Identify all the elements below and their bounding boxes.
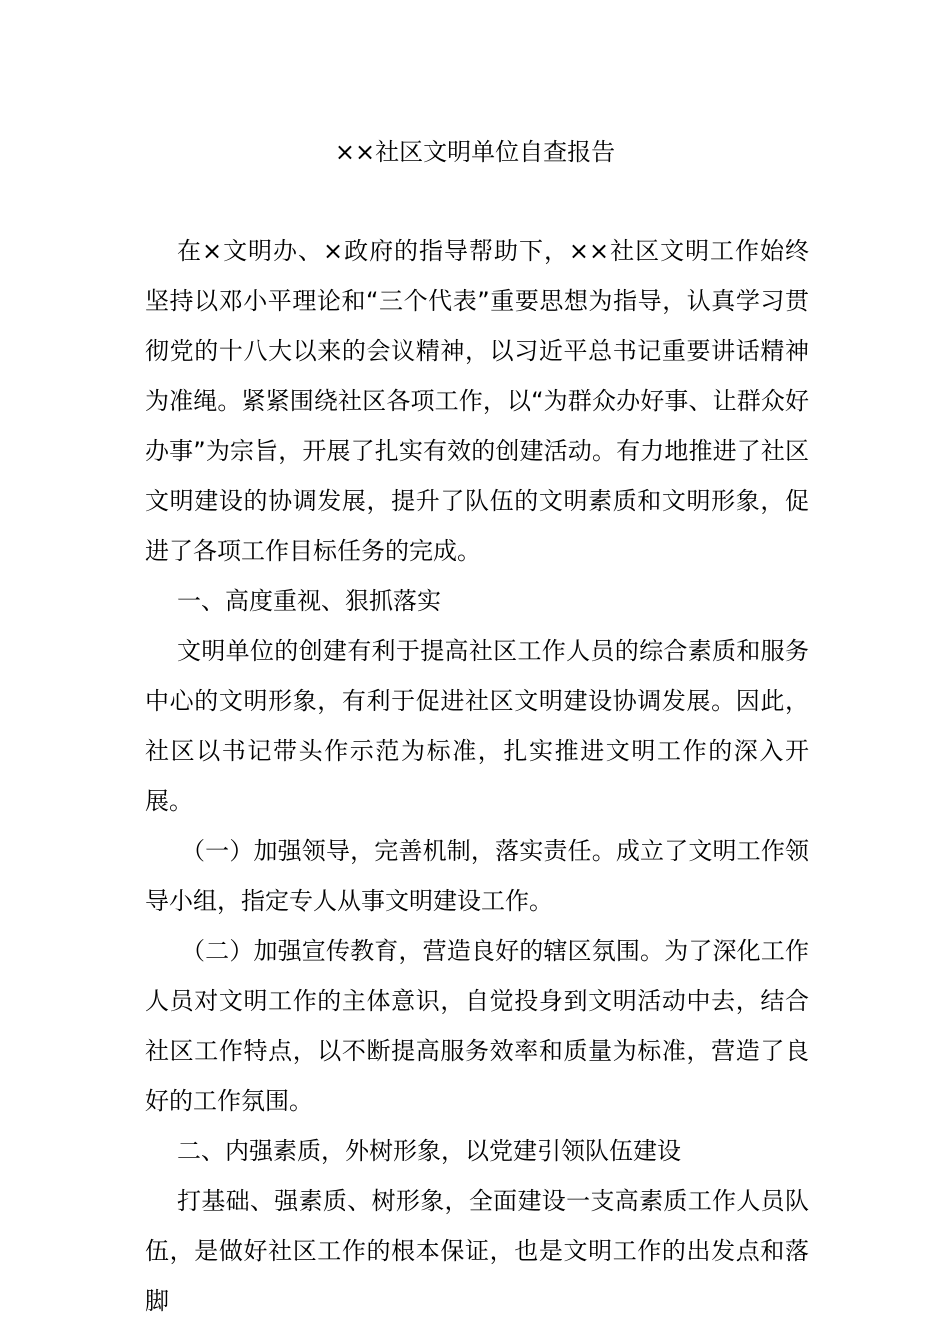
section-heading-2: 二、内强素质，外树形象，以党建引领队伍建设 xyxy=(177,1137,681,1165)
paragraph-section-2: 打基础、强素质、树形象，全面建设一支高素质工作人员队伍，是做好社区工作的根本保证，也是文明工作的出发点和落脚 xyxy=(145,1187,809,1315)
paragraph-subsection-1: （一）加强领导，完善机制，落实责任。成立了文明工作领导小组，指定专人从事文明建设工作。 xyxy=(145,837,809,915)
document-title: ××社区文明单位自查报告 xyxy=(334,138,616,166)
paragraph-subsection-2: （二）加强宣传教育，营造良好的辖区氛围。为了深化工作人员对文明工作的主体意识，自觉投身到文明活动中去，结合社区工作特点，以不断提高服务效率和质量为标准，营造了良好的工作氛围。 xyxy=(145,937,809,1115)
paragraph-section-1: 文明单位的创建有利于提高社区工作人员的综合素质和服务中心的文明形象，有利于促进社区文明建设协调发展。因此，社区以书记带头作示范为标准，扎实推进文明工作的深入开展。 xyxy=(145,637,809,815)
paragraph-intro: 在×文明办、×政府的指导帮助下，××社区文明工作始终坚持以邓小平理论和“三个代表”重要思想为指导，认真学习贯彻党的十八大以来的会议精神，以习近平总书记重要讲话精神为准绳。紧紧围绕社区各项工作，以“为群众办好事、让群众好办事”为宗旨，开展了扎实有效的创建活动。有力地推进了社区文明建设的协调发展，提升了队伍的文明素质和文明形象，促进了各项工作目标任务的完成。 xyxy=(145,237,809,565)
section-heading-1: 一、高度重视、狠抓落实 xyxy=(177,587,441,615)
document-body xyxy=(145,226,809,1326)
